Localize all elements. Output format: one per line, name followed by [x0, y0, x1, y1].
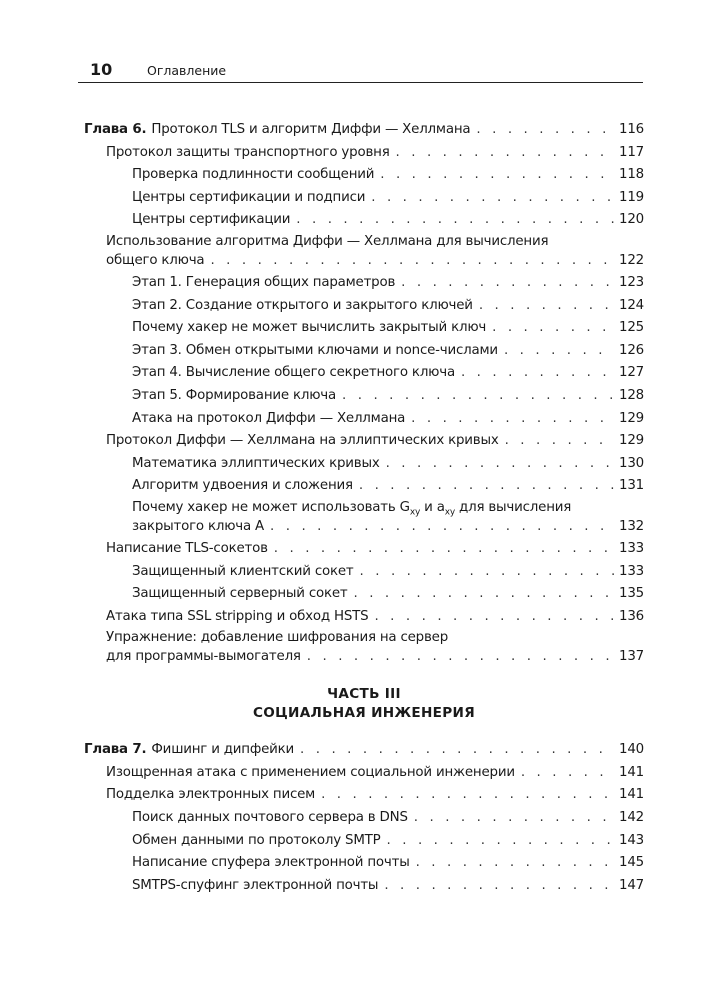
page-ref: 140 [619, 742, 644, 758]
toc-entry[interactable] [84, 583, 644, 606]
leader-dots [387, 830, 614, 853]
chapter-title: Протокол TLS и алгоритм Диффи — Хеллмана [151, 122, 471, 137]
page-ref: 137 [619, 649, 644, 665]
entry-title-line1: Использование алгоритма Диффи — Хеллмана для вычисления [106, 233, 549, 249]
page-ref: 116 [619, 122, 644, 137]
leader-dots [270, 518, 614, 537]
page-ref: 131 [619, 478, 644, 494]
page-number: 10 [90, 60, 113, 79]
toc-entry[interactable] [84, 852, 644, 875]
entry-title: Написание спуфера электронной почты [132, 855, 410, 871]
page-ref: 130 [619, 455, 644, 471]
entry-title: Алгоритм удвоения и сложения [132, 478, 353, 494]
entry-title: Защищенный серверный сокет [132, 586, 348, 602]
toc-entry[interactable] [84, 317, 644, 340]
leader-dots [386, 453, 614, 476]
entry-title: Протокол защиты транспортного уровня [106, 144, 390, 160]
leader-dots [384, 875, 614, 898]
part-heading [84, 685, 644, 723]
leader-dots [411, 408, 614, 431]
leader-dots [505, 430, 614, 453]
page-ref: 122 [619, 252, 644, 268]
leader-dots [360, 561, 614, 584]
running-title: Оглавление [147, 63, 227, 78]
toc-entry[interactable] [84, 430, 644, 453]
page-ref: 124 [619, 297, 644, 313]
leader-dots [342, 385, 614, 408]
leader-dots [401, 272, 614, 295]
page-ref: 125 [619, 320, 644, 336]
toc-entry[interactable] [84, 538, 644, 561]
leader-dots [374, 606, 614, 629]
entry-title: Изощренная атака с применением социальной инженерии [106, 764, 515, 780]
table-of-contents [84, 119, 644, 897]
toc-entry[interactable] [84, 875, 644, 898]
entry-title: Этап 4. Вычисление общего секретного ключа [132, 365, 455, 381]
toc-entry[interactable] [84, 830, 644, 853]
entry-title: SMTPS-спуфинг электронной почты [132, 877, 379, 893]
entry-title: Математика эллиптических кривых [132, 455, 380, 471]
chapter-label: Глава 6. [84, 122, 147, 137]
subscript: xy [409, 507, 421, 518]
toc-entry[interactable] [84, 295, 644, 318]
toc-entry[interactable] [84, 628, 644, 668]
toc-entry[interactable] [84, 475, 644, 498]
entry-title: Почему хакер не может вычислить закрытый ключ [132, 320, 487, 336]
part-title: СОЦИАЛЬНАЯ ИНЖЕНЕРИЯ [253, 705, 475, 722]
page-ref: 145 [619, 855, 644, 871]
entry-title-line1: Почему хакер не может использовать $G_{xy}$ и $a_{xy}$ для вычисления [132, 499, 572, 518]
toc-entry[interactable] [84, 408, 644, 431]
entry-title-line2: закрытого ключа A [132, 518, 265, 534]
leader-dots [359, 475, 614, 498]
page-ref: 133 [619, 563, 644, 579]
leader-dots [461, 362, 614, 385]
toc-entry[interactable] [84, 606, 644, 629]
toc-entry[interactable] [84, 164, 644, 187]
toc-entry[interactable] [84, 498, 644, 538]
page-ref: 147 [619, 877, 644, 893]
entry-title: Защищенный клиентский сокет [132, 563, 354, 579]
entry-title: Протокол Диффи — Хеллмана на эллиптических кривых [106, 433, 499, 449]
entry-title: Проверка подлинности сообщений [132, 167, 375, 183]
entry-title-line1: Упражнение: добавление шифрования на сервер [106, 630, 449, 646]
toc-entry[interactable] [84, 232, 644, 272]
page-ref: 118 [619, 167, 644, 183]
leader-dots [414, 807, 614, 830]
toc-entry[interactable] [84, 807, 644, 830]
toc-entry[interactable] [84, 272, 644, 295]
entry-title: Обмен данными по протоколу SMTP [132, 832, 381, 848]
page-ref: 129 [619, 433, 644, 449]
page-ref: 133 [619, 540, 644, 556]
toc-entry[interactable] [84, 561, 644, 584]
page-ref: 127 [619, 365, 644, 381]
leader-dots [296, 209, 614, 232]
entry-title: Атака на протокол Диффи — Хеллмана [132, 410, 406, 426]
leader-dots [300, 739, 614, 762]
page-ref: 123 [619, 274, 644, 290]
toc-entry[interactable] [84, 209, 644, 232]
leader-dots [371, 187, 614, 210]
page-ref: 128 [619, 387, 644, 403]
toc-entry[interactable] [84, 784, 644, 807]
toc-entry[interactable] [84, 340, 644, 363]
leader-dots [396, 142, 614, 165]
toc-entry[interactable] [84, 187, 644, 210]
leader-dots [210, 252, 614, 271]
toc-chapter-6[interactable] [84, 119, 644, 142]
leader-dots [274, 538, 614, 561]
toc-entry[interactable] [84, 142, 644, 165]
leader-dots [504, 340, 614, 363]
toc-entry[interactable] [84, 362, 644, 385]
entry-title: Этап 1. Генерация общих параметров [132, 274, 396, 290]
entry-title: Центры сертификации и подписи [132, 189, 366, 205]
entry-title: Поиск данных почтового сервера в DNS [132, 810, 408, 826]
chapter-title: Фишинг и дипфейки [151, 742, 295, 758]
toc-entry[interactable] [84, 385, 644, 408]
page-ref: 126 [619, 342, 644, 358]
entry-title: Подделка электронных писем [106, 787, 316, 803]
leader-dots [521, 762, 614, 785]
entry-title: Центры сертификации [132, 212, 291, 228]
leader-dots [354, 583, 615, 606]
entry-title-line2: для программы-вымогателя [106, 649, 301, 665]
leader-dots [492, 317, 614, 340]
page-ref: 141 [619, 764, 644, 780]
subscript: xy [444, 507, 455, 518]
page-ref: 119 [619, 189, 644, 205]
entry-title-line2: общего ключа [106, 252, 205, 268]
chapter-label: Глава 7. [84, 742, 147, 758]
running-header [78, 58, 643, 83]
toc-entry[interactable] [84, 453, 644, 476]
page-ref: 129 [619, 410, 644, 426]
leader-dots [321, 784, 614, 807]
page-ref: 117 [619, 144, 644, 160]
leader-dots [416, 852, 614, 875]
toc-chapter-7[interactable] [84, 739, 644, 762]
entry-title: Этап 5. Формирование ключа [132, 387, 337, 403]
leader-dots [307, 648, 614, 667]
page-ref: 143 [619, 832, 644, 848]
page-ref: 132 [619, 518, 644, 534]
page-ref: 142 [619, 810, 644, 826]
part-number: ЧАСТЬ III [327, 686, 401, 703]
leader-dots [380, 164, 614, 187]
page-ref: 136 [619, 608, 644, 624]
toc-entry[interactable] [84, 762, 644, 785]
leader-dots [479, 295, 614, 318]
page-ref: 135 [619, 586, 644, 602]
entry-title: Этап 2. Создание открытого и закрытого ключей [132, 297, 473, 313]
page-ref: 141 [619, 787, 644, 803]
entry-title: Написание TLS-сокетов [106, 540, 268, 556]
leader-dots [476, 119, 614, 142]
entry-title: Атака типа SSL stripping и обход HSTS [106, 608, 369, 624]
entry-title: Этап 3. Обмен открытыми ключами и nonce-числами [132, 342, 498, 358]
page-ref: 120 [619, 212, 644, 228]
